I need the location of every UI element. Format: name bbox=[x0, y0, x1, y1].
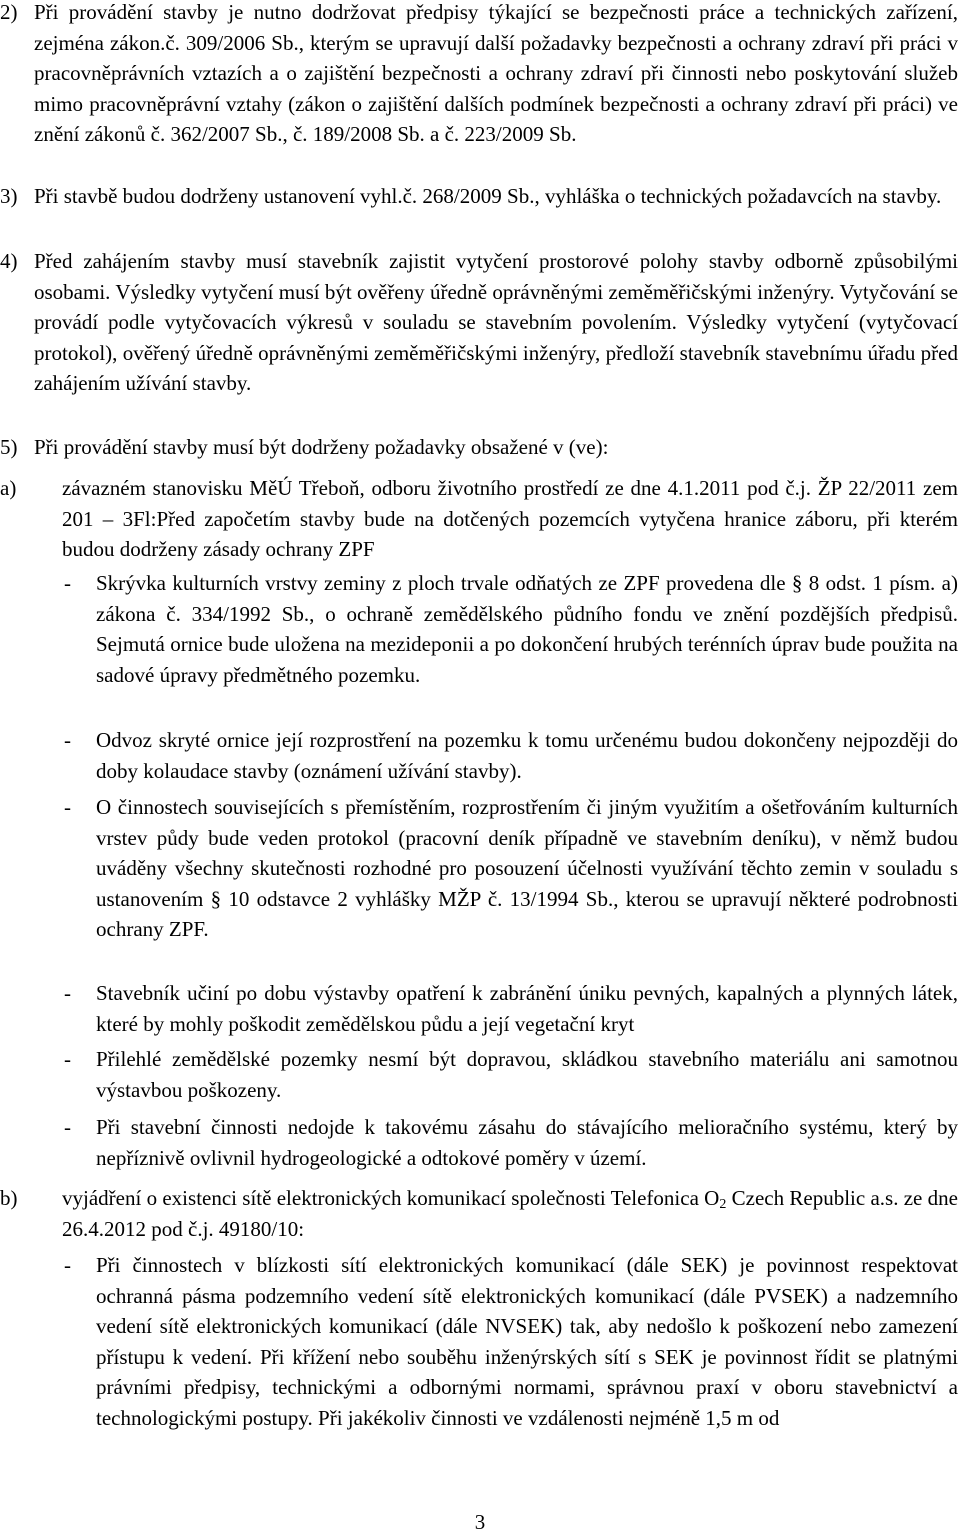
bullet-a-3 bbox=[0, 792, 958, 945]
item-number: 4) bbox=[0, 249, 18, 273]
item-5 bbox=[0, 432, 958, 463]
bullet-text: O činnostech souvisejících s přemístěním, rozprostřením či jiným využitím a ošetřováním kulturních vrstev půdy bude veden protokol (pracovní deník případně ve stavebním deníku), v němž budou uváděny všechny skutečnosti rozhodné pro posouzení účelnosti využívání těchto zemin v souladu s ustanovením § 10 odstavce 2 vyhlášky MŽP č. 13/1994 Sb., kterou se upravují některé podrobnosti ochrany ZPF. bbox=[96, 795, 958, 941]
item-text: Při stavbě budou dodrženy ustanovení vyhl.č. 268/2009 Sb., vyhláška o technických požadavcích na stavby. bbox=[34, 184, 942, 208]
subitem-text: závazném stanovisku MěÚ Třeboň, odboru životního prostředí ze dne 4.1.2011 pod č.j. ŽP 22/2011 zem 201 – 3Fl:Před započetím stavby bude na dotčených pozemcích vytyčena hranice záboru, při kterém budou dodrženy zásady ochrany ZPF bbox=[62, 476, 958, 561]
item-number: 3) bbox=[0, 184, 18, 208]
subitem-a bbox=[0, 473, 958, 565]
dash-marker: - bbox=[64, 728, 71, 752]
dash-marker: - bbox=[64, 981, 71, 1005]
item-4 bbox=[0, 246, 958, 399]
item-3 bbox=[0, 181, 958, 212]
dash-marker: - bbox=[64, 1047, 71, 1071]
bullet-a-2 bbox=[0, 725, 958, 786]
bullet-a-6 bbox=[0, 1112, 958, 1173]
bullet-a-5 bbox=[0, 1044, 958, 1105]
subitem-label: b) bbox=[0, 1186, 18, 1210]
bullet-a-4 bbox=[0, 978, 958, 1039]
dash-marker: - bbox=[64, 571, 71, 595]
bullet-text: Při stavební činnosti nedojde k takovému zásahu do stávajícího melioračního systému, který by nepříznivě ovlivnil hydrogeologické a odtokové poměry v území. bbox=[96, 1115, 958, 1170]
item-text: Při provádění stavby musí být dodrženy požadavky obsažené v (ve): bbox=[34, 435, 609, 459]
bullet-text: Při činnostech v blízkosti sítí elektronických komunikací (dále SEK) je povinnost respektovat ochranná pásma podzemního vedení sítě elektronických komunikací (dále PVSEK) a nadzemního vedení sítě elektronických komunikací (dále NVSEK) tak, aby nedošlo k poškození nebo zamezení přístupu k vedení. Při křížení nebo souběhu inženýrských sítí s SEK je povinnost řídit se platnými právními předpisy, technickými a odbornými normami, správnou praxí v oboru stavebnictví a technologickými postupy. Při jakékoliv činnosti ve vzdálenosti nejméně 1,5 m od bbox=[96, 1253, 958, 1430]
item-text: Při provádění stavby je nutno dodržovat předpisy týkající se bezpečnosti práce a technických zařízení, zejména zákon.č. 309/2006 Sb., kterým se upravují další požadavky bezpečnosti a ochrany zdraví při práci v pracovněprávních vztazích a o zajištění bezpečnosti a ochrany zdraví při činnosti nebo poskytování služeb mimo pracovněprávní vztahy (zákon o zajištění dalších podmínek bezpečnosti a ochrany zdraví při práci) ve znění zákonů č. 362/2007 Sb., č. 189/2008 Sb. a č. 223/2009 Sb. bbox=[34, 0, 958, 146]
dash-marker: - bbox=[64, 795, 71, 819]
item-number: 5) bbox=[0, 435, 18, 459]
item-number: 2) bbox=[0, 0, 18, 24]
page-number: 3 bbox=[474, 1510, 486, 1534]
item-2 bbox=[0, 0, 958, 150]
bullet-a-1 bbox=[0, 568, 958, 690]
bullet-text: Stavebník učiní po dobu výstavby opatření k zabránění úniku pevných, kapalných a plynných látek, které by mohly poškodit zemědělskou půdu a její vegetační kryt bbox=[96, 981, 958, 1036]
dash-marker: - bbox=[64, 1253, 71, 1277]
bullet-b-1 bbox=[0, 1250, 958, 1433]
dash-marker: - bbox=[64, 1115, 71, 1139]
subitem-label: a) bbox=[0, 476, 17, 500]
bullet-text: Odvoz skryté ornice její rozprostření na pozemku k tomu určenému budou dokončeny nejpozději do doby kolaudace stavby (oznámení užívání stavby). bbox=[96, 728, 958, 783]
subitem-text: vyjádření o existenci sítě elektronických komunikací společnosti Telefonica $O_2$ Czech Republic a.s. ze dne 26.4.2012 pod č.j. 49180/10: bbox=[62, 1186, 958, 1241]
subitem-b bbox=[0, 1183, 958, 1244]
item-text: Před zahájením stavby musí stavebník zajistit vytyčení prostorové polohy stavby odborně způsobilými osobami. Výsledky vytyčení musí být ověřeny úředně oprávněnými zeměměřičskými inženýry. Vytyčování se provádí podle vytyčovacích výkresů v souladu se stavebním povolením. Výsledky vytyčení (vytyčovací protokol), ověřený úředně oprávněnými zeměměřičskými inženýry, předloží stavebník stavebnímu úřadu před zahájením užívání stavby. bbox=[34, 249, 958, 395]
bullet-text: Přilehlé zemědělské pozemky nesmí být dopravou, skládkou stavebního materiálu ani samotnou výstavbou poškozeny. bbox=[96, 1047, 958, 1102]
bullet-text: Skrývka kulturních vrstvy zeminy z ploch trvale odňatých ze ZPF provedena dle § 8 odst. 1 písm. a) zákona č. 334/1992 Sb., o ochraně zemědělského půdního fondu ve znění pozdějších předpisů. Sejmutá ornice bude uložena na mezideponii a po dokončení hrubých terénních úprav bude použita na sadové úpravy předmětného pozemku. bbox=[96, 571, 958, 687]
subscript: 2 bbox=[719, 1197, 727, 1212]
